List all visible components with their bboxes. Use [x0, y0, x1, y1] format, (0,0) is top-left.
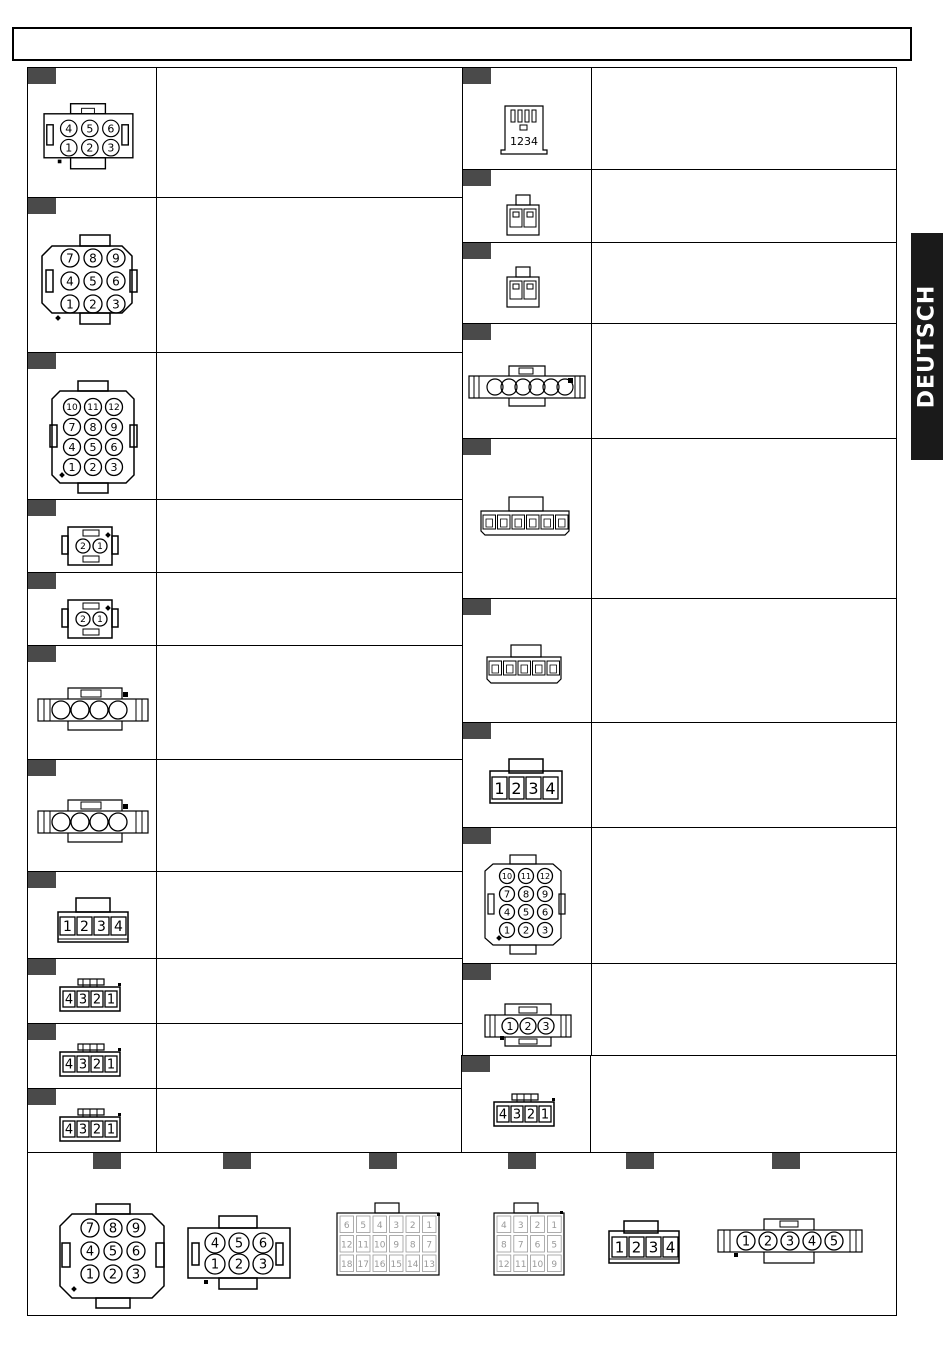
pin-number: 6	[343, 1220, 350, 1231]
pin-number: 1	[506, 1019, 514, 1033]
pin-number: 2	[89, 460, 97, 474]
pin-number: 17	[357, 1259, 369, 1270]
image-cell	[27, 1088, 157, 1153]
pin-number: 6	[541, 907, 549, 919]
pin-number: 2	[86, 141, 94, 155]
pin-number: 2	[80, 542, 86, 553]
pin-number: 3	[131, 1267, 141, 1283]
pin-number: 2	[92, 1057, 102, 1073]
pin-number: 2	[409, 1220, 416, 1231]
connector-6round-diagram	[463, 324, 593, 440]
pin-number: 4	[66, 274, 74, 289]
connector-3round-diagram	[463, 964, 593, 1057]
item-tag	[508, 1153, 536, 1169]
pin-number: 1	[85, 1267, 95, 1283]
image-cell	[27, 645, 157, 760]
pin-number: 12	[341, 1240, 353, 1251]
connector-2pin-diagram	[28, 500, 158, 574]
pin-number: 5	[551, 1240, 558, 1251]
pin-number: 7	[68, 420, 76, 434]
pin-number: 5	[829, 1234, 839, 1250]
pin-number: 6	[112, 274, 120, 289]
pin-number: 2	[522, 925, 530, 937]
connector-9pin-diagram	[28, 198, 158, 354]
pin-number: 10	[501, 871, 513, 881]
pin-number: 1	[503, 925, 511, 937]
pin-number: 5	[522, 907, 530, 919]
image-cell	[27, 958, 157, 1024]
pin-number: 4	[503, 907, 511, 919]
pin-number: 4	[64, 992, 74, 1008]
connector-6pin-diagram	[184, 1213, 294, 1303]
pin-number: 11	[357, 1240, 369, 1251]
connector-9pin-diagram	[50, 1198, 170, 1318]
connector-2way-diagram	[463, 243, 593, 325]
pin-number: 3	[542, 1019, 550, 1033]
connector-4round-diagram	[28, 646, 158, 761]
pin-number: 5	[89, 440, 97, 454]
pin-number: 8	[89, 251, 97, 266]
pin-number: 5	[86, 122, 94, 136]
pin-number: 4	[114, 919, 123, 936]
pin-number: 11	[87, 403, 99, 414]
image-cell	[27, 759, 157, 872]
connector-4reverse-diagram	[462, 1056, 592, 1154]
connector-18pin-grid-diagram	[333, 1201, 443, 1281]
item-tag	[93, 1153, 121, 1169]
desc-cell	[591, 722, 897, 828]
pin-number: 5	[89, 274, 97, 289]
pin-number: 7	[426, 1240, 433, 1251]
pin-number: 12	[498, 1259, 510, 1270]
desc-cell	[156, 1023, 463, 1089]
desc-cell	[156, 871, 463, 959]
pin-number: 1	[426, 1220, 433, 1231]
pin-number: 3	[648, 1238, 659, 1257]
pin-number: 4	[68, 440, 76, 454]
pin-number: 2	[108, 1267, 118, 1283]
pin-number: 1	[540, 1107, 550, 1123]
pin-number: 6	[110, 440, 118, 454]
pin-number: 9	[541, 889, 549, 901]
pin-number: 12	[539, 871, 551, 881]
connector-5round-diagram	[716, 1217, 866, 1277]
pin-number: 1	[66, 297, 74, 312]
desc-cell	[156, 958, 463, 1024]
item-tag	[626, 1153, 654, 1169]
pin-number: 11	[520, 871, 532, 881]
desc-cell	[156, 759, 463, 872]
pin-number: 8	[89, 420, 97, 434]
pin-number: 4	[64, 1057, 74, 1073]
pin-number: 5	[360, 1220, 367, 1231]
pin-number-label: 1234	[510, 135, 538, 148]
item-tag	[223, 1153, 251, 1169]
desc-cell	[156, 572, 463, 646]
desc-cell	[156, 1088, 463, 1153]
image-cell	[27, 197, 157, 353]
pin-number: 2	[511, 778, 522, 798]
item-tag	[369, 1153, 397, 1169]
connector-6slot-diagram	[463, 439, 593, 600]
desc-cell	[590, 1055, 897, 1153]
pin-number: 1	[494, 778, 505, 798]
pin-number: 2	[631, 1238, 642, 1257]
pin-number: 2	[234, 1257, 244, 1273]
image-cell	[462, 67, 592, 170]
pin-number: 8	[522, 889, 530, 901]
pin-number: 3	[112, 297, 120, 312]
title-bar	[12, 27, 912, 61]
pin-number: 5	[108, 1244, 118, 1260]
pin-number: 13	[423, 1259, 435, 1270]
pin-number: 2	[524, 1019, 532, 1033]
connector-4box-diagram	[606, 1219, 686, 1279]
pin-number: 9	[393, 1240, 400, 1251]
pin-number: 3	[517, 1220, 524, 1231]
connector-4box-diagram	[463, 723, 593, 829]
image-cell	[27, 1023, 157, 1089]
connector-4reverse-diagram	[28, 959, 158, 1025]
image-cell	[462, 169, 592, 243]
pin-number: 10	[531, 1259, 544, 1270]
connector-4round-diagram	[28, 760, 158, 873]
image-cell	[461, 1055, 591, 1153]
connector-12pin-grid-diagram	[490, 1201, 570, 1281]
pin-number: 16	[374, 1259, 386, 1270]
item-tag	[772, 1153, 800, 1169]
desc-cell	[156, 197, 463, 353]
image-cell	[462, 963, 592, 1056]
language-tab-label: DEUTSCH	[914, 284, 940, 409]
image-cell	[462, 722, 592, 828]
connector-2pin-diagram	[28, 573, 158, 647]
pin-number: 7	[85, 1221, 95, 1237]
pin-number: 1	[63, 919, 72, 936]
pin-number: 1	[614, 1238, 625, 1257]
image-cell	[27, 67, 157, 198]
pin-number: 1	[65, 141, 73, 155]
connector-5slot-diagram	[463, 599, 593, 724]
bottom-connectors-panel	[27, 1152, 897, 1316]
image-cell	[27, 352, 157, 500]
image-cell	[462, 438, 592, 599]
desc-cell	[156, 67, 463, 198]
desc-cell	[591, 323, 897, 439]
connector-4pin-header-diagram	[463, 68, 593, 171]
pin-number: 9	[112, 251, 120, 266]
pin-number: 2	[526, 1107, 536, 1123]
connector-2way-diagram	[463, 170, 593, 244]
pin-number: 1	[741, 1234, 751, 1250]
connector-12pin-diagram	[28, 353, 158, 501]
pin-number: 4	[807, 1234, 817, 1250]
pin-number: 1	[106, 1122, 116, 1138]
desc-cell	[591, 67, 897, 170]
pin-number: 6	[258, 1236, 268, 1252]
pin-number: 7	[66, 251, 74, 266]
pin-number: 3	[512, 1107, 522, 1123]
image-cell	[462, 323, 592, 439]
connector-4box-diagram	[28, 872, 158, 960]
connector-4reverse-diagram	[28, 1089, 158, 1155]
pin-number: 3	[528, 778, 539, 798]
pin-number: 4	[665, 1238, 676, 1257]
pin-number: 4	[501, 1220, 507, 1231]
desc-cell	[591, 438, 897, 599]
pin-number: 2	[763, 1234, 773, 1250]
pin-number: 5	[234, 1236, 244, 1252]
pin-number: 9	[131, 1221, 141, 1237]
desc-cell	[591, 963, 897, 1056]
pin-number: 7	[517, 1240, 524, 1251]
pin-number: 1	[210, 1257, 220, 1273]
pin-number: 7	[503, 889, 511, 901]
pin-number: 8	[409, 1240, 416, 1251]
pin-number: 1	[97, 615, 103, 626]
pin-number: 1	[68, 460, 76, 474]
image-cell	[27, 871, 157, 959]
desc-cell	[591, 827, 897, 964]
pin-number: 6	[131, 1244, 141, 1260]
pin-number: 14	[407, 1259, 419, 1270]
pin-number: 12	[108, 403, 120, 414]
pin-number: 3	[107, 141, 115, 155]
pin-number: 8	[501, 1240, 507, 1251]
desc-cell	[156, 645, 463, 760]
pin-number: 3	[258, 1257, 268, 1273]
pin-number: 4	[376, 1220, 383, 1231]
pin-number: 4	[85, 1244, 95, 1260]
pin-number: 1	[106, 992, 116, 1008]
pin-number: 2	[534, 1220, 541, 1231]
language-tab[interactable]	[911, 233, 943, 460]
pin-number: 9	[551, 1259, 558, 1270]
pin-number: 3	[78, 992, 88, 1008]
pin-number: 18	[341, 1259, 353, 1270]
desc-cell	[591, 598, 897, 723]
desc-cell	[591, 169, 897, 243]
connector-6pin-diagram	[28, 68, 148, 188]
pin-number: 3	[541, 925, 549, 937]
desc-cell	[156, 352, 463, 500]
pin-number: 4	[210, 1236, 220, 1252]
image-cell	[27, 572, 157, 646]
pin-number: 6	[534, 1240, 541, 1251]
pin-number: 3	[78, 1057, 88, 1073]
pin-number: 3	[97, 919, 106, 936]
pin-number: 3	[78, 1122, 88, 1138]
pin-number: 2	[92, 1122, 102, 1138]
pin-number: 4	[545, 778, 556, 798]
pin-number: 8	[108, 1221, 118, 1237]
image-cell	[462, 598, 592, 723]
pin-number: 4	[498, 1107, 508, 1123]
pin-number: 1	[106, 1057, 116, 1073]
pin-number: 11	[514, 1259, 527, 1270]
pin-number: 3	[393, 1220, 400, 1231]
image-cell	[27, 499, 157, 573]
pin-number: 3	[110, 460, 118, 474]
pin-number: 6	[107, 122, 115, 136]
desc-cell	[591, 242, 897, 324]
pin-number: 4	[65, 122, 73, 136]
desc-cell	[156, 499, 463, 573]
pin-number: 2	[92, 992, 102, 1008]
image-cell	[462, 827, 592, 964]
pin-number: 15	[390, 1259, 402, 1270]
pin-number: 1	[97, 542, 103, 553]
pin-number: 2	[80, 615, 86, 626]
pin-number: 4	[64, 1122, 74, 1138]
pin-number: 10	[66, 403, 78, 414]
pin-number: 9	[110, 420, 118, 434]
pin-number: 1	[551, 1220, 558, 1231]
connector-4reverse-diagram	[28, 1024, 158, 1090]
pin-number: 3	[785, 1234, 795, 1250]
pin-number: 2	[89, 297, 97, 312]
connector-12pin-diagram	[463, 828, 593, 965]
pin-number: 2	[80, 919, 89, 936]
pin-number: 10	[374, 1240, 386, 1251]
image-cell	[462, 242, 592, 324]
